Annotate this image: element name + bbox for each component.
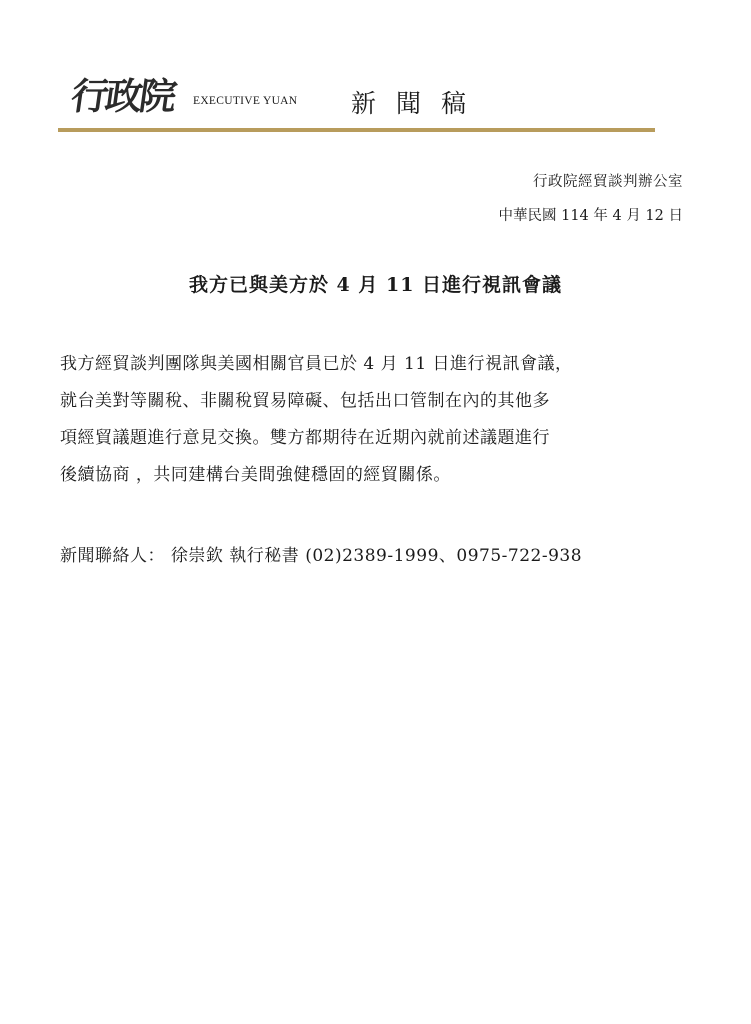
logo-executive-yuan-cn: 行政院 — [68, 74, 177, 118]
logo-executive-yuan-en: EXECUTIVE YUAN — [193, 95, 298, 107]
body-line: 項經貿議題進行意見交換。雙方都期待在近期內就前述議題進行 — [60, 428, 550, 448]
document-type-heading: 新聞稿 — [351, 89, 487, 118]
body-line: 後續協商 ，共同建構台美間強健穩固的經貿關係。 — [60, 465, 451, 485]
letterhead — [58, 62, 655, 134]
press-contact: 新聞聯絡人： 徐崇欽 執行秘書 (02)2389-1999、0975-722-938 — [60, 546, 583, 566]
body-line: 就台美對等關稅、非關稅貿易障礙、包括出口管制在內的其他多 — [60, 391, 550, 411]
press-release-body — [60, 346, 700, 494]
body-line: 我方經貿談判團隊與美國相關官員已於 4 月 11 日進行視訊會議， — [60, 354, 573, 374]
press-release-title: 我方已與美方於 4 月 11 日進行視訊會議 — [188, 274, 563, 296]
issuing-office: 行政院經貿談判辦公室 — [533, 174, 683, 190]
header-divider — [58, 128, 655, 132]
release-date: 中華民國 114 年 4 月 12 日 — [498, 208, 683, 224]
